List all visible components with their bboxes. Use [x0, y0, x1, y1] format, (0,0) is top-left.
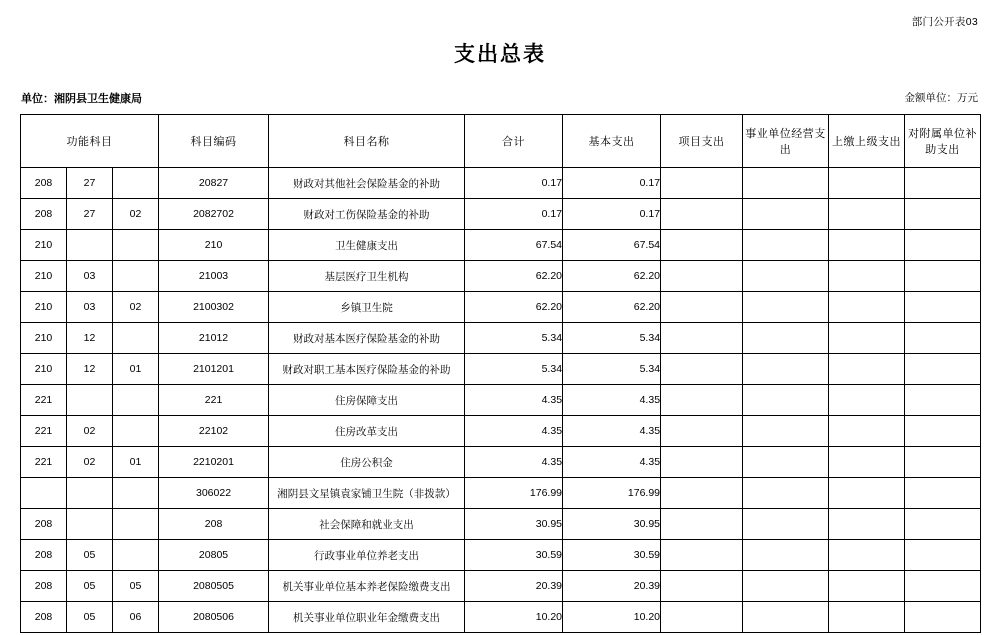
cell-paid-to-higher — [829, 602, 905, 633]
cell-function-level1: 210 — [21, 292, 67, 323]
cell-business-unit-operating — [743, 385, 829, 416]
cell-function-level2: 27 — [67, 168, 113, 199]
cell-function-level2 — [67, 385, 113, 416]
cell-function-level3 — [113, 168, 159, 199]
cell-basic-expenditure: 67.54 — [563, 230, 661, 261]
table-row — [21, 478, 981, 509]
cell-function-level3: 05 — [113, 571, 159, 602]
cell-subject-code: 22102 — [159, 416, 269, 447]
cell-business-unit-operating — [743, 168, 829, 199]
cell-subject-code: 2080506 — [159, 602, 269, 633]
cell-function-level2: 02 — [67, 416, 113, 447]
cell-paid-to-higher — [829, 571, 905, 602]
cell-function-level3 — [113, 509, 159, 540]
cell-subject-code: 221 — [159, 385, 269, 416]
table-row — [21, 199, 981, 230]
cell-function-level1: 208 — [21, 168, 67, 199]
cell-project-expenditure — [661, 292, 743, 323]
cell-total: 20.39 — [465, 571, 563, 602]
table-row — [21, 416, 981, 447]
cell-subsidy-to-affiliated — [905, 199, 981, 230]
cell-business-unit-operating — [743, 447, 829, 478]
cell-subsidy-to-affiliated — [905, 509, 981, 540]
cell-subsidy-to-affiliated — [905, 261, 981, 292]
expenditure-table — [20, 114, 981, 633]
cell-total: 5.34 — [465, 354, 563, 385]
cell-basic-expenditure: 20.39 — [563, 571, 661, 602]
table-row — [21, 447, 981, 478]
cell-paid-to-higher — [829, 509, 905, 540]
cell-total: 62.20 — [465, 261, 563, 292]
cell-function-level3 — [113, 323, 159, 354]
cell-function-level2 — [67, 230, 113, 261]
cell-subject-name: 基层医疗卫生机构 — [269, 261, 465, 292]
cell-business-unit-operating — [743, 261, 829, 292]
header-total: 合计 — [465, 115, 563, 168]
cell-function-level1: 208 — [21, 571, 67, 602]
cell-subject-name: 卫生健康支出 — [269, 230, 465, 261]
cell-basic-expenditure: 10.20 — [563, 602, 661, 633]
cell-subject-name: 社会保障和就业支出 — [269, 509, 465, 540]
header-function-subject: 功能科目 — [21, 115, 159, 168]
cell-function-level2: 03 — [67, 292, 113, 323]
cell-function-level1: 208 — [21, 509, 67, 540]
cell-subsidy-to-affiliated — [905, 230, 981, 261]
cell-subsidy-to-affiliated — [905, 571, 981, 602]
cell-business-unit-operating — [743, 292, 829, 323]
cell-business-unit-operating — [743, 571, 829, 602]
cell-total: 30.95 — [465, 509, 563, 540]
cell-subject-name: 住房改革支出 — [269, 416, 465, 447]
cell-subsidy-to-affiliated — [905, 385, 981, 416]
cell-total: 10.20 — [465, 602, 563, 633]
cell-subsidy-to-affiliated — [905, 478, 981, 509]
cell-function-level3: 02 — [113, 292, 159, 323]
cell-project-expenditure — [661, 168, 743, 199]
cell-subject-code: 2080505 — [159, 571, 269, 602]
header-subject-name: 科目名称 — [269, 115, 465, 168]
table-row — [21, 571, 981, 602]
cell-subject-code: 306022 — [159, 478, 269, 509]
cell-subject-name: 财政对基本医疗保险基金的补助 — [269, 323, 465, 354]
unit-label: 单位：湘阴县卫生健康局 — [21, 93, 142, 105]
cell-subject-code: 21012 — [159, 323, 269, 354]
cell-function-level2: 27 — [67, 199, 113, 230]
cell-paid-to-higher — [829, 540, 905, 571]
cell-subject-code: 208 — [159, 509, 269, 540]
cell-function-level3 — [113, 416, 159, 447]
cell-total: 4.35 — [465, 385, 563, 416]
cell-paid-to-higher — [829, 447, 905, 478]
cell-function-level2: 02 — [67, 447, 113, 478]
cell-function-level1: 210 — [21, 261, 67, 292]
cell-function-level3 — [113, 478, 159, 509]
cell-basic-expenditure: 176.99 — [563, 478, 661, 509]
table-row — [21, 230, 981, 261]
cell-function-level2: 05 — [67, 571, 113, 602]
cell-function-level2: 05 — [67, 540, 113, 571]
cell-paid-to-higher — [829, 261, 905, 292]
cell-business-unit-operating — [743, 478, 829, 509]
cell-project-expenditure — [661, 385, 743, 416]
cell-function-level3 — [113, 230, 159, 261]
cell-basic-expenditure: 4.35 — [563, 416, 661, 447]
cell-subsidy-to-affiliated — [905, 292, 981, 323]
cell-project-expenditure — [661, 230, 743, 261]
header-paid-to-higher: 上缴上级支出 — [829, 115, 905, 168]
cell-project-expenditure — [661, 354, 743, 385]
cell-function-level1: 221 — [21, 447, 67, 478]
cell-function-level2: 03 — [67, 261, 113, 292]
cell-function-level3 — [113, 540, 159, 571]
cell-project-expenditure — [661, 416, 743, 447]
cell-basic-expenditure: 4.35 — [563, 447, 661, 478]
cell-project-expenditure — [661, 602, 743, 633]
cell-function-level3: 02 — [113, 199, 159, 230]
header-subject-code: 科目编码 — [159, 115, 269, 168]
cell-subject-name: 机关事业单位职业年金缴费支出 — [269, 602, 465, 633]
cell-total: 5.34 — [465, 323, 563, 354]
cell-subsidy-to-affiliated — [905, 540, 981, 571]
cell-basic-expenditure: 62.20 — [563, 261, 661, 292]
cell-paid-to-higher — [829, 385, 905, 416]
cell-subject-name: 财政对职工基本医疗保险基金的补助 — [269, 354, 465, 385]
cell-project-expenditure — [661, 478, 743, 509]
cell-paid-to-higher — [829, 199, 905, 230]
cell-subsidy-to-affiliated — [905, 168, 981, 199]
cell-function-level1: 208 — [21, 602, 67, 633]
cell-business-unit-operating — [743, 199, 829, 230]
table-row — [21, 261, 981, 292]
cell-subsidy-to-affiliated — [905, 416, 981, 447]
table-row — [21, 354, 981, 385]
cell-basic-expenditure: 0.17 — [563, 168, 661, 199]
cell-function-level1: 210 — [21, 230, 67, 261]
table-header-row — [21, 115, 981, 168]
table-row — [21, 602, 981, 633]
cell-function-level2: 12 — [67, 354, 113, 385]
table-row — [21, 509, 981, 540]
cell-function-level3 — [113, 261, 159, 292]
cell-business-unit-operating — [743, 230, 829, 261]
cell-function-level1: 208 — [21, 540, 67, 571]
table-row — [21, 168, 981, 199]
cell-subject-name: 财政对其他社会保险基金的补助 — [269, 168, 465, 199]
cell-subsidy-to-affiliated — [905, 354, 981, 385]
cell-project-expenditure — [661, 447, 743, 478]
cell-project-expenditure — [661, 540, 743, 571]
cell-total: 0.17 — [465, 168, 563, 199]
cell-subject-code: 2101201 — [159, 354, 269, 385]
table-row — [21, 323, 981, 354]
cell-function-level2: 12 — [67, 323, 113, 354]
cell-function-level3: 01 — [113, 447, 159, 478]
cell-subsidy-to-affiliated — [905, 602, 981, 633]
cell-project-expenditure — [661, 323, 743, 354]
cell-paid-to-higher — [829, 416, 905, 447]
cell-basic-expenditure: 30.95 — [563, 509, 661, 540]
cell-subject-name: 财政对工伤保险基金的补助 — [269, 199, 465, 230]
form-number-label: 部门公开表03 — [911, 16, 978, 28]
cell-subject-name: 行政事业单位养老支出 — [269, 540, 465, 571]
cell-function-level1 — [21, 478, 67, 509]
cell-subject-code: 2100302 — [159, 292, 269, 323]
header-business-unit-operating: 事业单位经营支出 — [743, 115, 829, 168]
cell-total: 30.59 — [465, 540, 563, 571]
cell-subject-code: 20805 — [159, 540, 269, 571]
cell-function-level1: 210 — [21, 323, 67, 354]
cell-total: 4.35 — [465, 447, 563, 478]
cell-total: 62.20 — [465, 292, 563, 323]
cell-paid-to-higher — [829, 292, 905, 323]
cell-total: 0.17 — [465, 199, 563, 230]
cell-function-level3 — [113, 385, 159, 416]
cell-function-level1: 221 — [21, 416, 67, 447]
cell-business-unit-operating — [743, 509, 829, 540]
amount-unit-label: 金额单位：万元 — [904, 92, 978, 104]
table-body — [21, 168, 981, 633]
header-basic-expenditure: 基本支出 — [563, 115, 661, 168]
cell-subject-code: 20827 — [159, 168, 269, 199]
cell-subsidy-to-affiliated — [905, 323, 981, 354]
cell-project-expenditure — [661, 571, 743, 602]
cell-paid-to-higher — [829, 354, 905, 385]
cell-business-unit-operating — [743, 323, 829, 354]
table-header — [21, 115, 981, 168]
cell-subject-name: 住房保障支出 — [269, 385, 465, 416]
cell-function-level3: 01 — [113, 354, 159, 385]
cell-basic-expenditure: 30.59 — [563, 540, 661, 571]
cell-total: 67.54 — [465, 230, 563, 261]
cell-total: 176.99 — [465, 478, 563, 509]
cell-paid-to-higher — [829, 168, 905, 199]
cell-function-level1: 210 — [21, 354, 67, 385]
table-row — [21, 540, 981, 571]
cell-subject-name: 湘阴县文星镇袁家铺卫生院（非拨款） — [269, 478, 465, 509]
cell-subject-code: 210 — [159, 230, 269, 261]
cell-subject-name: 住房公积金 — [269, 447, 465, 478]
cell-basic-expenditure: 5.34 — [563, 354, 661, 385]
cell-business-unit-operating — [743, 416, 829, 447]
meta-row — [20, 90, 980, 108]
cell-business-unit-operating — [743, 540, 829, 571]
cell-basic-expenditure: 5.34 — [563, 323, 661, 354]
cell-basic-expenditure: 0.17 — [563, 199, 661, 230]
cell-subsidy-to-affiliated — [905, 447, 981, 478]
cell-business-unit-operating — [743, 354, 829, 385]
cell-project-expenditure — [661, 509, 743, 540]
table-row — [21, 292, 981, 323]
cell-basic-expenditure: 4.35 — [563, 385, 661, 416]
page-title: 支出总表 — [454, 42, 546, 66]
cell-subject-code: 2082702 — [159, 199, 269, 230]
cell-function-level1: 208 — [21, 199, 67, 230]
header-project-expenditure: 项目支出 — [661, 115, 743, 168]
cell-subject-name: 乡镇卫生院 — [269, 292, 465, 323]
cell-paid-to-higher — [829, 478, 905, 509]
header-subsidy-to-affiliated: 对附属单位补助支出 — [905, 115, 981, 168]
cell-subject-code: 2210201 — [159, 447, 269, 478]
cell-function-level2 — [67, 478, 113, 509]
cell-function-level2 — [67, 509, 113, 540]
cell-function-level3: 06 — [113, 602, 159, 633]
cell-basic-expenditure: 62.20 — [563, 292, 661, 323]
cell-subject-name: 机关事业单位基本养老保险缴费支出 — [269, 571, 465, 602]
cell-total: 4.35 — [465, 416, 563, 447]
cell-subject-code: 21003 — [159, 261, 269, 292]
table-row — [21, 385, 981, 416]
cell-paid-to-higher — [829, 323, 905, 354]
cell-business-unit-operating — [743, 602, 829, 633]
cell-function-level2: 05 — [67, 602, 113, 633]
cell-function-level1: 221 — [21, 385, 67, 416]
cell-project-expenditure — [661, 199, 743, 230]
cell-project-expenditure — [661, 261, 743, 292]
cell-paid-to-higher — [829, 230, 905, 261]
